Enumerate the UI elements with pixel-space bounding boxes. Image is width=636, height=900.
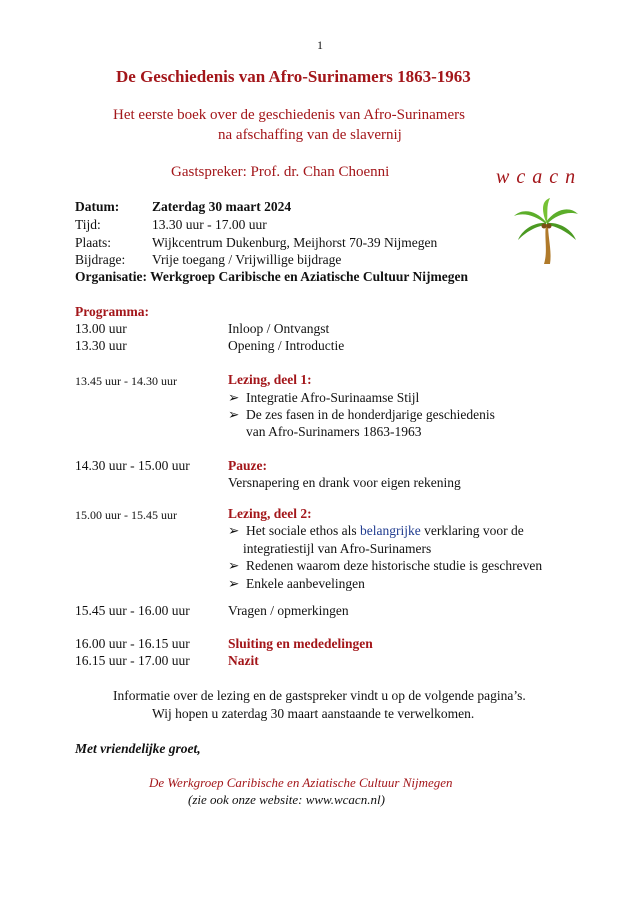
row5-heading: Lezing, deel 2:: [228, 506, 312, 521]
greeting: Met vriendelijke groet,: [75, 741, 201, 756]
plaats-label: Plaats:: [75, 235, 111, 250]
bullet-arrow-icon: ➢: [228, 407, 240, 422]
row3-heading: Lezing, deel 1:: [228, 372, 312, 387]
programma-heading: Programma:: [75, 304, 149, 319]
bullet-arrow-icon: ➢: [228, 390, 240, 405]
row4-time: 14.30 uur - 15.00 uur: [75, 458, 190, 473]
website-note: (zie ook onze website: www.wcacn.nl): [188, 792, 385, 807]
guest-speaker: Gastspreker: Prof. dr. Chan Choenni: [171, 164, 390, 180]
tijd-label: Tijd:: [75, 217, 101, 232]
organisatie-line: Organisatie: Werkgroep Caribische en Aziatische Cultuur Nijmegen: [75, 269, 468, 284]
page-number: 1: [317, 38, 323, 52]
row5-bullet1-cont: integratiestijl van Afro-Surinamers: [243, 541, 432, 556]
row3-time: 13.45 uur - 14.30 uur: [75, 374, 177, 388]
row5-bullet2: ➢ Redenen waarom deze historische studie is geschreven: [228, 558, 543, 573]
row3-bullet2: ➢ De zes fasen in de honderdjarige geschiedenis: [228, 407, 495, 422]
bijdrage-label: Bijdrage:: [75, 252, 126, 267]
row7-text: Sluiting en mededelingen: [228, 636, 373, 651]
subtitle-line-1: Het eerste boek over de geschiedenis van Afro-Surinamers: [113, 107, 465, 123]
datum-value: Zaterdag 30 maart 2024: [152, 199, 292, 214]
row4-text: Versnapering en drank voor eigen rekening: [228, 475, 461, 490]
signature: De Werkgroep Caribische en Aziatische Cultuur Nijmegen: [149, 775, 453, 790]
row2-time: 13.30 uur: [75, 338, 127, 353]
row5-time: 15.00 uur - 15.45 uur: [75, 508, 177, 522]
row8-time: 16.15 uur - 17.00 uur: [75, 653, 190, 668]
document-title: De Geschiedenis van Afro-Surinamers 1863-1963: [116, 67, 471, 86]
row4-heading: Pauze:: [228, 458, 267, 473]
wcacn-logo-text: w c a c n: [496, 166, 577, 188]
bullet-arrow-icon: ➢: [228, 558, 240, 573]
datum-label: Datum:: [75, 199, 120, 214]
plaats-value: Wijkcentrum Dukenburg, Meijhorst 70-39 Nijmegen: [152, 235, 438, 250]
row8-text: Nazit: [228, 653, 259, 668]
row5-bullet3: ➢ Enkele aanbevelingen: [228, 576, 365, 591]
bullet-arrow-icon: ➢: [228, 576, 240, 591]
subtitle-line-2: na afschaffing van de slavernij: [218, 127, 402, 143]
info-line-2: Wij hopen u zaterdag 30 maart aanstaande te verwelkomen.: [152, 706, 475, 721]
row6-time: 15.45 uur - 16.00 uur: [75, 603, 190, 618]
row3-bullet1: ➢ Integratie Afro-Surinaamse Stijl: [228, 390, 420, 405]
row6-text: Vragen / opmerkingen: [228, 603, 349, 618]
row3-bullet2-cont: van Afro-Surinamers 1863-1963: [246, 424, 422, 439]
palm-tree-icon: [510, 196, 582, 272]
row2-text: Opening / Introductie: [228, 338, 345, 353]
tijd-value: 13.30 uur - 17.00 uur: [152, 217, 267, 232]
row1-time: 13.00 uur: [75, 321, 127, 336]
bijdrage-value: Vrije toegang / Vrijwillige bijdrage: [152, 252, 342, 267]
bullet-arrow-icon: ➢: [228, 523, 240, 538]
row1-text: Inloop / Ontvangst: [228, 321, 330, 336]
row7-time: 16.00 uur - 16.15 uur: [75, 636, 190, 651]
info-line-1: Informatie over de lezing en de gastspreker vindt u op de volgende pagina’s.: [113, 688, 526, 703]
row5-bullet1: ➢ Het sociale ethos als belangrijke verklaring voor de: [228, 523, 524, 538]
